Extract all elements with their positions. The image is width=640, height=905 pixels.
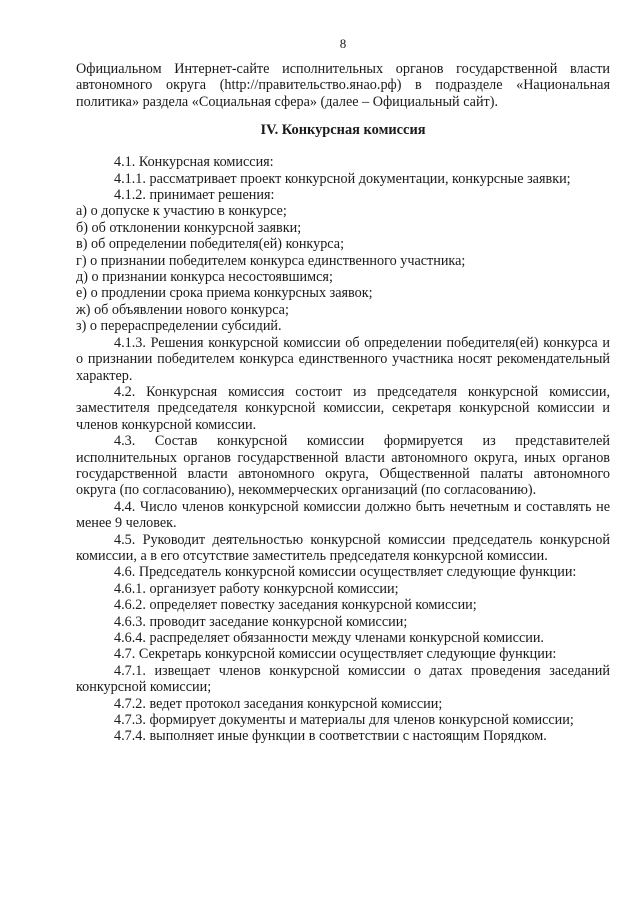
- list-item: ж) об объявлении нового конкурса;: [76, 301, 289, 318]
- paragraph: 4.1.2. принимает решения:: [114, 187, 275, 204]
- list-item: з) о перераспределении субсидий.: [76, 318, 282, 335]
- paragraph: 4.5. Руководит деятельностью конкурсной комиссии председатель конкурсной комиссии, а в его отсутствие заместитель председателя конкурсной комиссии.: [76, 531, 610, 564]
- paragraph: 4.6. Председатель конкурсной комиссии осуществляет следующие функции:: [114, 564, 577, 581]
- intro-paragraph: Официальном Интернет-сайте исполнительных органов государственной власти автономного округа (http://правительство.янао.рф) в подразделе «Национальная политика» раздела «Социальная сфера» (далее – Официальный сайт).: [76, 61, 610, 110]
- paragraph: 4.7. Секретарь конкурсной комиссии осуществляет следующие функции:: [114, 646, 557, 663]
- paragraph: 4.1.3. Решения конкурсной комиссии об определении победителя(ей) конкурса и о признании победителем конкурса единственного участника носят рекомендательный характер.: [76, 334, 610, 384]
- paragraph: 4.3. Состав конкурсной комиссии формируется из представителей исполнительных органов государственной власти автономного округа, иных органов государственной власти автономного округа, Общественной палаты автономного округа (по согласованию), некоммерческих организаций (по согласованию).: [76, 433, 610, 499]
- paragraph: 4.7.4. выполняет иные функции в соответствии с настоящим Порядком.: [114, 728, 547, 745]
- paragraph: 4.7.2. ведет протокол заседания конкурсной комиссии;: [114, 695, 443, 712]
- list-item: е) о продлении срока приема конкурсных заявок;: [76, 285, 373, 302]
- paragraph: 4.2. Конкурсная комиссия состоит из председателя конкурсной комиссии, заместителя председателя конкурсной комиссии, секретаря конкурсной комиссии и членов конкурсной комиссии.: [76, 383, 610, 433]
- paragraph: 4.6.2. определяет повестку заседания конкурсной комиссии;: [114, 597, 477, 614]
- section-title: IV. Конкурсная комиссия: [260, 122, 426, 139]
- paragraph: 4.6.3. проводит заседание конкурсной комиссии;: [114, 613, 408, 630]
- page-number: 8: [339, 36, 347, 51]
- paragraph: 4.1. Конкурсная комиссия:: [114, 154, 274, 171]
- list-item: г) о признании победителем конкурса единственного участника;: [76, 252, 466, 269]
- list-item: а) о допуске к участию в конкурсе;: [76, 203, 287, 220]
- list-item: д) о признании конкурса несостоявшимся;: [76, 269, 333, 286]
- list-item: б) об отклонении конкурсной заявки;: [76, 219, 302, 236]
- paragraph: 4.7.1. извещает членов конкурсной комиссии о датах проведения заседаний конкурсной комиссии;: [76, 662, 610, 696]
- paragraph: 4.7.3. формирует документы и материалы для членов конкурсной комиссии;: [114, 712, 574, 729]
- paragraph: 4.6.1. организует работу конкурсной комиссии;: [114, 580, 399, 597]
- list-item: в) об определении победителя(ей) конкурса;: [76, 236, 345, 253]
- paragraph: 4.4. Число членов конкурсной комиссии должно быть нечетным и составлять не менее 9 человек.: [76, 498, 610, 532]
- paragraph: 4.6.4. распределяет обязанности между членами конкурсной комиссии.: [114, 630, 544, 646]
- paragraph: 4.1.1. рассматривает проект конкурсной документации, конкурсные заявки;: [114, 170, 571, 187]
